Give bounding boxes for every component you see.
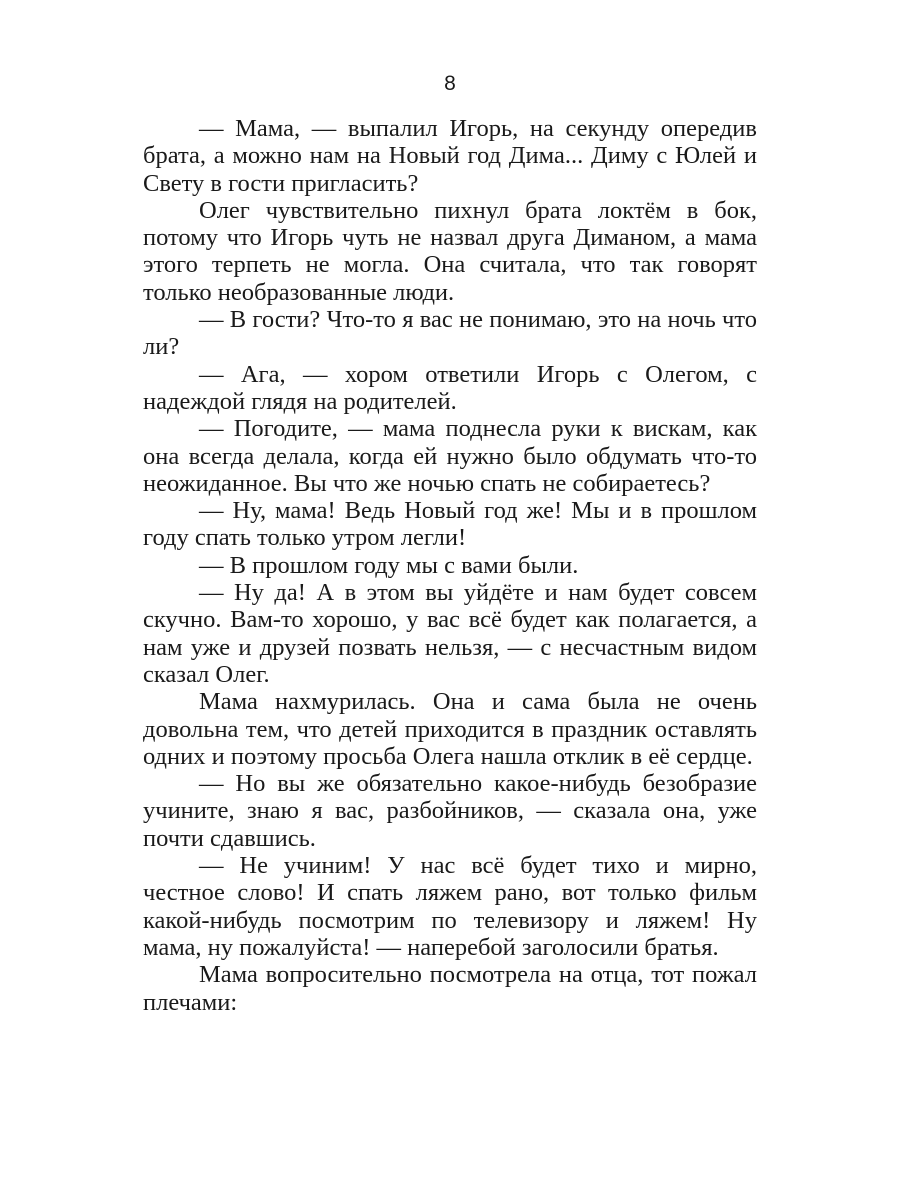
paragraph: Олег чувствительно пихнул брата локтём в бок, потому что Игорь чуть не назвал друга Диманом, а мама этого терпеть не могла. Она считала, что так говорят только необразованные люди.	[143, 196, 757, 306]
paragraph: — Погодите, — мама поднесла руки к вискам, как она всегда делала, когда ей нужно было обдумать что-то неожиданное. Вы что же ночью спать не собираетесь?	[143, 415, 757, 497]
paragraph: — Но вы же обязательно какое-нибудь безобразие учините, знаю я вас, разбойников, — сказала она, уже почти сдавшись.	[143, 770, 757, 852]
paragraph: — Мама, — выпалил Игорь, на секунду опередив брата, а можно нам на Новый год Дима... Диму с Юлей и Свету в гости пригласить?	[143, 115, 757, 197]
paragraph: — Ну, мама! Ведь Новый год же! Мы и в прошлом году спать только утром легли!	[143, 497, 757, 552]
paragraph: — Не учиним! У нас всё будет тихо и мирно, честное слово! И спать ляжем рано, вот только фильм какой-нибудь посмотрим по телевизору и ляжем! Ну мама, ну пожалуйста! — наперебой заголосили братья.	[143, 852, 757, 961]
page-text-body	[143, 115, 757, 1016]
paragraph: — Ага, — хором ответили Игорь с Олегом, с надеждой глядя на родителей.	[143, 360, 757, 415]
paragraph: Мама вопросительно посмотрела на отца, тот пожал плечами:	[143, 961, 757, 1016]
paragraph: Мама нахмурилась. Она и сама была не очень довольна тем, что детей приходится в праздник оставлять одних и поэтому просьба Олега нашла отклик в её сердце.	[143, 688, 757, 770]
paragraph: — В гости? Что-то я вас не понимаю, это на ночь что ли?	[143, 306, 757, 361]
paragraph: — В прошлом году мы с вами были.	[199, 551, 579, 579]
page-number: 8	[444, 72, 456, 95]
paragraph: — Ну да! А в этом вы уйдёте и нам будет совсем скучно. Вам-то хорошо, у вас всё будет как полагается, а нам уже и друзей позвать нельзя, — с несчастным видом сказал Олег.	[143, 579, 757, 688]
